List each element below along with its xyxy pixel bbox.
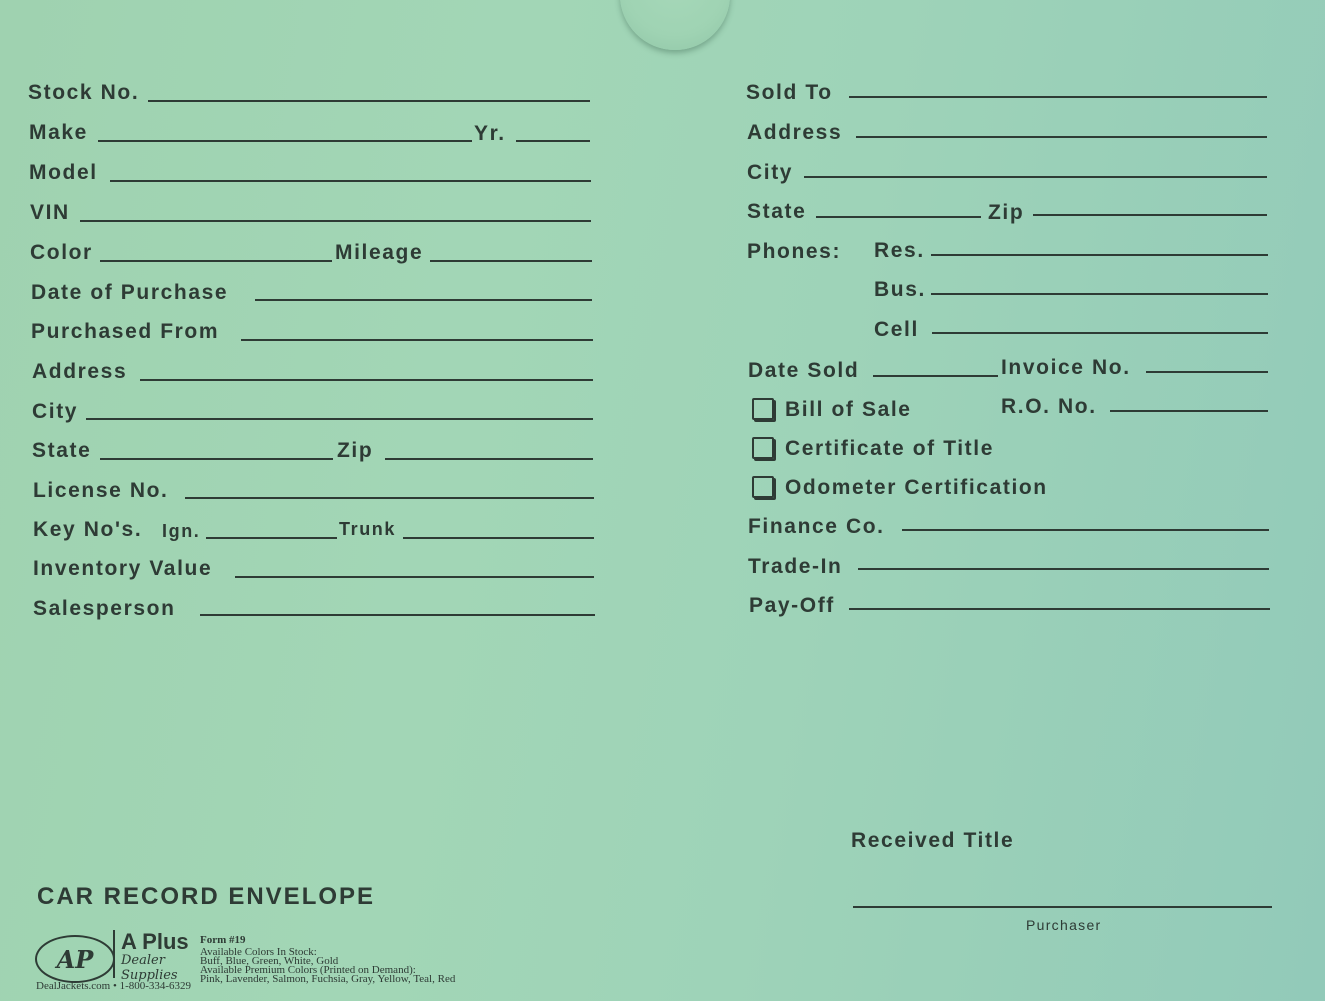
trunk-key-field[interactable] <box>403 537 594 539</box>
ro-no-label: R.O. No. <box>1001 395 1097 418</box>
seller-zip-label: Zip <box>337 439 374 462</box>
date-of-purchase-field[interactable] <box>255 299 592 301</box>
license-no-field[interactable] <box>185 497 594 499</box>
form-title: CAR RECORD ENVELOPE <box>37 883 376 910</box>
license-no-label: License No. <box>33 479 169 502</box>
date-sold-field[interactable] <box>873 375 998 377</box>
cell-phone-label: Cell <box>874 318 919 341</box>
sold-to-field[interactable] <box>849 96 1267 98</box>
odometer-certification-checkbox[interactable] <box>752 476 774 498</box>
res-phone-label: Res. <box>874 239 925 262</box>
trade-in-field[interactable] <box>858 568 1269 570</box>
bus-phone-field[interactable] <box>931 293 1268 295</box>
make-label: Make <box>29 121 88 144</box>
date-of-purchase-label: Date of Purchase <box>31 281 229 304</box>
mileage-field[interactable] <box>430 260 592 262</box>
date-sold-label: Date Sold <box>748 359 860 382</box>
envelope-thumb-notch <box>620 0 730 50</box>
bill-of-sale-checkbox[interactable] <box>752 398 774 420</box>
seller-state-field[interactable] <box>100 458 333 460</box>
seller-city-label: City <box>32 400 79 423</box>
bill-of-sale-label: Bill of Sale <box>785 398 912 421</box>
ro-no-field[interactable] <box>1110 410 1268 412</box>
purchaser-signature-field[interactable] <box>853 906 1272 908</box>
trunk-key-label: Trunk <box>339 519 397 539</box>
stock-colors-label: Available Colors In Stock: <box>200 946 317 958</box>
seller-address-field[interactable] <box>140 379 593 381</box>
model-field[interactable] <box>110 180 591 182</box>
buyer-city-field[interactable] <box>804 176 1267 178</box>
finance-co-field[interactable] <box>902 529 1269 531</box>
certificate-of-title-checkbox[interactable] <box>752 437 774 459</box>
finance-co-label: Finance Co. <box>748 515 885 538</box>
purchased-from-field[interactable] <box>241 339 593 341</box>
seller-zip-field[interactable] <box>385 458 593 460</box>
buyer-state-label: State <box>747 200 807 223</box>
ignition-key-label: Ign. <box>162 521 201 541</box>
vin-label: VIN <box>30 201 70 224</box>
color-label: Color <box>30 241 93 264</box>
inventory-value-field[interactable] <box>235 576 594 578</box>
salesperson-label: Salesperson <box>33 597 176 620</box>
year-label: Yr. <box>474 122 506 145</box>
phones-label: Phones: <box>747 240 842 263</box>
bus-phone-label: Bus. <box>874 278 926 301</box>
mileage-label: Mileage <box>335 241 424 264</box>
ap-logo-text: AP <box>56 944 94 974</box>
brand-subtitle: Dealer Supplies <box>121 953 178 984</box>
year-field[interactable] <box>516 140 590 142</box>
received-title-label: Received Title <box>851 829 1015 852</box>
res-phone-field[interactable] <box>931 254 1268 256</box>
buyer-state-field[interactable] <box>816 216 981 218</box>
odometer-certification-label: Odometer Certification <box>785 476 1048 499</box>
seller-city-field[interactable] <box>86 418 593 420</box>
invoice-no-label: Invoice No. <box>1001 356 1131 379</box>
form-number: Form #19 <box>200 934 246 946</box>
ignition-key-field[interactable] <box>206 537 337 539</box>
seller-address-label: Address <box>32 360 128 383</box>
salesperson-field[interactable] <box>200 614 595 616</box>
contact-info: DealJackets.com • 1-800-334-6329 <box>36 980 192 992</box>
stock-no-label: Stock No. <box>28 81 140 104</box>
buyer-city-label: City <box>747 161 794 184</box>
buyer-address-label: Address <box>747 121 843 144</box>
trade-in-label: Trade-In <box>748 555 843 578</box>
purchaser-caption: Purchaser <box>1026 917 1102 933</box>
key-nos-label: Key No's. <box>33 518 143 541</box>
buyer-zip-field[interactable] <box>1033 214 1267 216</box>
stock-no-field[interactable] <box>148 100 590 102</box>
buyer-zip-label: Zip <box>988 201 1025 224</box>
make-field[interactable] <box>98 140 472 142</box>
model-label: Model <box>29 161 98 184</box>
brand-block <box>113 929 201 984</box>
certificate-of-title-label: Certificate of Title <box>785 437 994 460</box>
seller-state-label: State <box>32 439 92 462</box>
stock-colors: Buff, Blue, Green, White, Gold <box>200 955 339 967</box>
premium-colors: Pink, Lavender, Salmon, Fuchsia, Gray, Yellow, Teal, Red <box>200 973 456 985</box>
purchased-from-label: Purchased From <box>31 320 220 343</box>
pay-off-label: Pay-Off <box>749 594 835 617</box>
cell-phone-field[interactable] <box>932 332 1268 334</box>
vin-field[interactable] <box>80 220 591 222</box>
premium-colors-label: Available Premium Colors (Printed on Demand): <box>200 964 416 976</box>
buyer-address-field[interactable] <box>856 136 1267 138</box>
ap-logo <box>35 935 115 983</box>
brand-name: A Plus <box>121 929 189 954</box>
inventory-value-label: Inventory Value <box>33 557 213 580</box>
color-field[interactable] <box>100 260 332 262</box>
pay-off-field[interactable] <box>849 608 1270 610</box>
invoice-no-field[interactable] <box>1146 371 1268 373</box>
sold-to-label: Sold To <box>746 81 833 104</box>
